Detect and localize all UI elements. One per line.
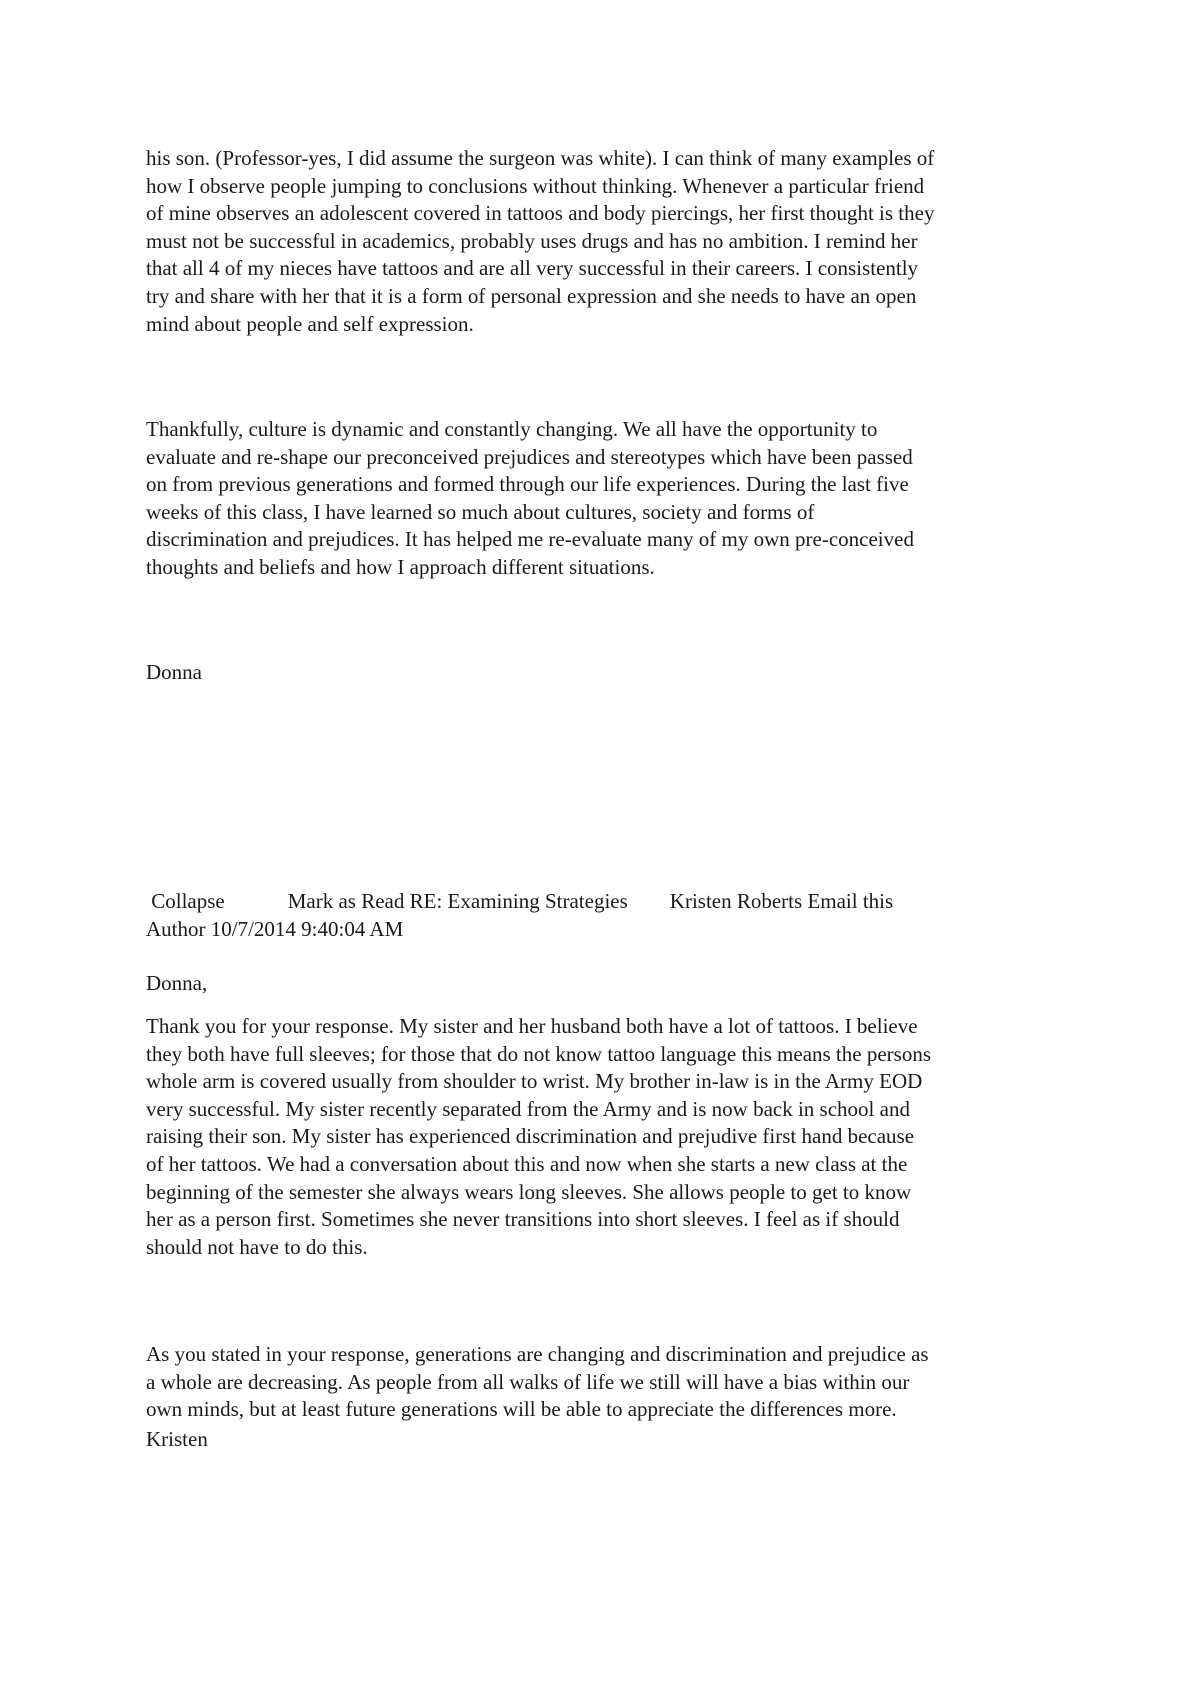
post2-paragraph-2 <box>146 1341 1066 1424</box>
email-author-link-continued[interactable]: Author <box>146 916 206 941</box>
greeting-text: Donna, <box>146 971 208 995</box>
post1-signature <box>146 659 1066 687</box>
text-line: weeks of this class, I have learned so much about cultures, society and forms of <box>146 499 815 524</box>
signature-text: Kristen <box>146 1427 208 1451</box>
text-line: on from previous generations and formed through our life experiences. During the last five <box>146 472 909 497</box>
post-subject: RE: Examining Strategies <box>409 889 628 913</box>
text-line: raising their son. My sister has experienced discrimination and prejudive first hand because <box>146 1124 915 1149</box>
text-line: whole arm is covered usually from shoulder to wrist. My brother in-law is in the Army EOD <box>146 1069 923 1094</box>
text-line: his son. (Professor-yes, I did assume the surgeon was white). I can think of many examples of <box>146 146 935 170</box>
text-line: try and share with her that it is a form of personal expression and she needs to have an open <box>146 283 917 308</box>
text-line: discrimination and prejudices. It has helped me re-evaluate many of my own pre-conceived <box>146 527 914 552</box>
post1-paragraph-2 <box>146 416 1066 582</box>
collapse-link[interactable]: Collapse <box>151 889 225 913</box>
text-line: very successful. My sister recently separated from the Army and is now back in school and <box>146 1096 910 1121</box>
signature-text: Donna <box>146 660 202 684</box>
text-line: they both have full sleeves; for those that do not know tattoo language this means the persons <box>146 1041 931 1066</box>
text-line: of her tattoos. We had a conversation about this and now when she starts a new class at the <box>146 1151 908 1176</box>
text-line: must not be successful in academics, probably uses drugs and has no ambition. I remind her <box>146 228 918 253</box>
text-line: thoughts and beliefs and how I approach different situations. <box>146 554 655 579</box>
post-toolbar <box>146 888 1066 916</box>
text-line: that all 4 of my nieces have tattoos and are all very successful in their careers. I consistently <box>146 256 919 281</box>
text-line: her as a person first. Sometimes she never transitions into short sleeves. I feel as if should <box>146 1207 900 1232</box>
post-author: Kristen Roberts <box>669 889 803 913</box>
text-line: should not have to do this. <box>146 1234 368 1259</box>
text-line: Thank you for your response. My sister and her husband both have a lot of tattoos. I believe <box>146 1014 918 1038</box>
post-timestamp: 10/7/2014 9:40:04 AM <box>210 916 404 941</box>
email-author-link[interactable]: Email this <box>807 889 894 913</box>
post-meta <box>146 916 1066 944</box>
post2-greeting <box>146 970 1066 998</box>
text-line: evaluate and re-shape our preconceived prejudices and stereotypes which have been passed <box>146 444 913 469</box>
post1-paragraph-1 <box>146 145 1066 338</box>
text-line: Thankfully, culture is dynamic and constantly changing. We all have the opportunity to <box>146 417 878 441</box>
mark-as-read-link[interactable]: Mark as Read <box>287 889 405 913</box>
text-line: how I observe people jumping to conclusions without thinking. Whenever a particular friend <box>146 173 925 198</box>
text-line: of mine observes an adolescent covered in tattoos and body piercings, her first thought is they <box>146 201 935 226</box>
text-line: own minds, but at least future generations will be able to appreciate the differences more. <box>146 1397 897 1422</box>
text-line: mind about people and self expression. <box>146 311 474 336</box>
text-line: As you stated in your response, generations are changing and discrimination and prejudice as <box>146 1342 929 1366</box>
post2-header <box>146 888 1066 943</box>
text-line: a whole are decreasing. As people from all walks of life we still will have a bias within our <box>146 1369 910 1394</box>
post2-paragraph-1 <box>146 1013 1066 1261</box>
post2-signature <box>146 1426 1066 1454</box>
text-line: beginning of the semester she always wears long sleeves. She allows people to get to know <box>146 1179 912 1204</box>
